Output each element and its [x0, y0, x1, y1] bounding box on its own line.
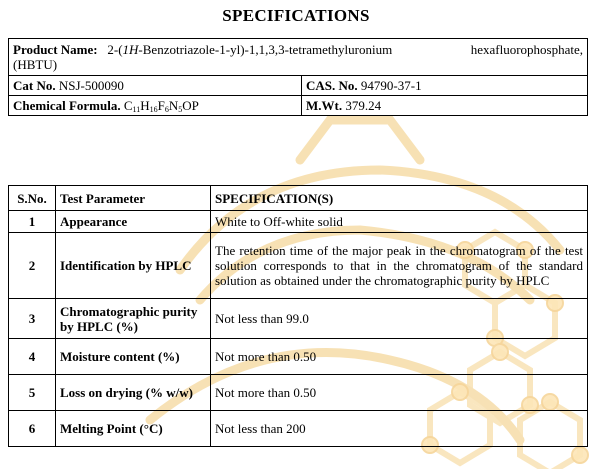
row-spec: Not more than 0.50: [211, 339, 588, 375]
product-name-end: hexafluorophosphate,: [470, 42, 583, 57]
row-sno: 5: [9, 375, 56, 411]
row-sno: 1: [9, 211, 56, 233]
formula-rest: OP: [182, 98, 199, 113]
table-row: [9, 233, 588, 299]
formula-mwt-row: [9, 96, 588, 116]
row-sno: 6: [9, 411, 56, 447]
row-sno: 4: [9, 339, 56, 375]
cat-no-cell: [9, 76, 302, 96]
cas-no-value: 94790-37-1: [360, 78, 422, 93]
mwt-value: 379.24: [345, 98, 382, 113]
product-info-table: [8, 38, 588, 116]
table-row: [9, 375, 588, 411]
cat-no-label: Cat No.: [13, 78, 56, 93]
formula-c-count: 11: [132, 105, 141, 114]
table-row: [9, 411, 588, 447]
formula-cell: [9, 96, 302, 116]
product-name-text-2: -Benzotriazole-1-yl)-1,1,3,3-tetramethyluronium: [138, 42, 393, 57]
row-param: Chromatographic purity by HPLC (%): [56, 299, 211, 339]
formula-c: C: [123, 98, 133, 113]
header-specifications: SPECIFICATION(S): [211, 186, 588, 211]
row-spec: Not more than 0.50: [211, 375, 588, 411]
row-param: Appearance: [56, 211, 211, 233]
formula-f: F: [157, 98, 165, 113]
cat-no-value: NSJ-500090: [58, 78, 124, 93]
product-name-cell: [9, 39, 588, 76]
formula-h: H: [140, 98, 150, 113]
cat-cas-row: [9, 76, 588, 96]
formula-f-count: 6: [164, 105, 169, 114]
row-sno: 2: [9, 233, 56, 299]
specification-table: [8, 185, 588, 447]
spec-header-row: [9, 186, 588, 211]
row-spec: Not less than 200: [211, 411, 588, 447]
row-param: Identification by HPLC: [56, 233, 211, 299]
formula-n: N: [168, 98, 179, 113]
header-sno: S.No.: [9, 186, 56, 211]
cas-no-label: CAS. No.: [306, 78, 358, 93]
product-name-abbrev: (HBTU): [13, 57, 58, 72]
product-name-line: [13, 42, 583, 57]
formula-label: Chemical Formula.: [13, 98, 121, 113]
chemical-formula: [124, 98, 199, 113]
row-param: Loss on drying (% w/w): [56, 375, 211, 411]
row-param: Melting Point (°C): [56, 411, 211, 447]
table-row: [9, 339, 588, 375]
product-name-text: 2-(: [107, 42, 123, 57]
formula-n-count: 5: [178, 105, 183, 114]
row-spec: The retention time of the major peak in the chromatogram of the test solution corresponds to that in the chromatogram of the standard solution as obtained under the chromatographic purity by HPLC: [211, 233, 588, 299]
product-name-main: [13, 42, 392, 57]
formula-h-count: 16: [149, 105, 158, 114]
row-spec: White to Off-white solid: [211, 211, 588, 233]
cas-no-cell: [302, 76, 588, 96]
product-name-row: [9, 39, 588, 76]
product-name-italic: 1H: [122, 42, 139, 57]
mwt-label: M.Wt.: [306, 98, 343, 113]
row-spec: Not less than 99.0: [211, 299, 588, 339]
row-sno: 3: [9, 299, 56, 339]
product-name-label: Product Name:: [13, 42, 98, 57]
table-row: [9, 299, 588, 339]
page-title: SPECIFICATIONS: [222, 6, 370, 25]
mwt-cell: [302, 96, 588, 116]
table-row: [9, 211, 588, 233]
row-param: Moisture content (%): [56, 339, 211, 375]
header-test-parameter: Test Parameter: [56, 186, 211, 211]
